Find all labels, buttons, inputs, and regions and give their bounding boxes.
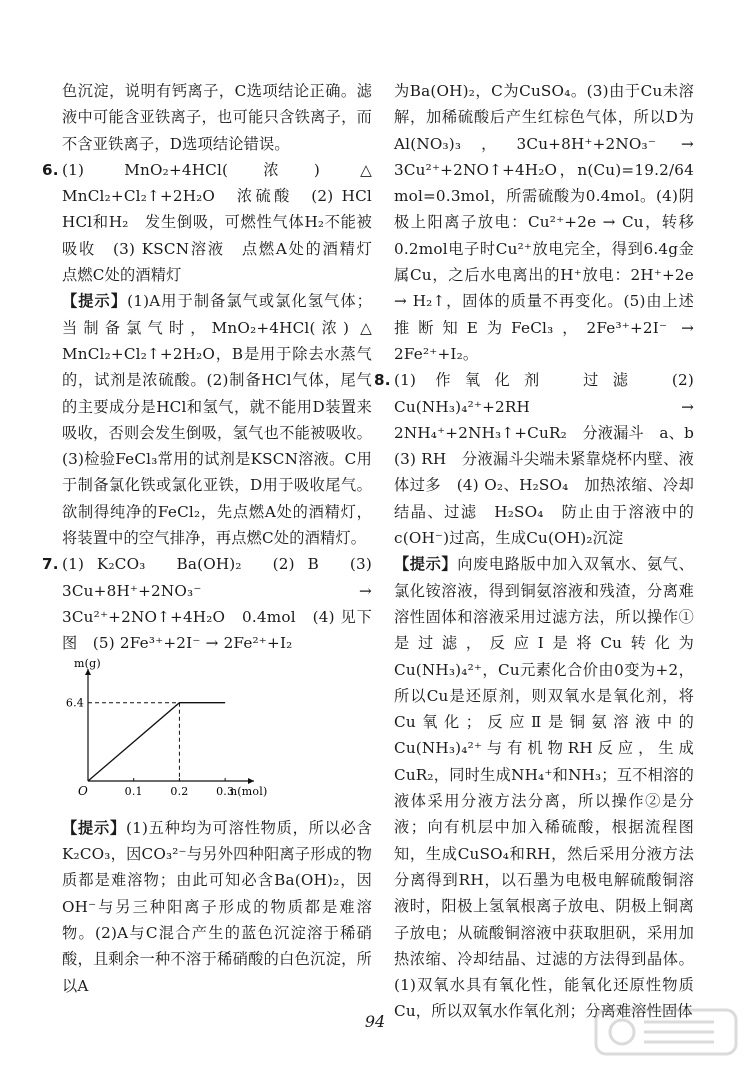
mass-vs-moles-chart (62, 656, 268, 803)
x-axis-label: n(mol) (230, 784, 268, 798)
x-tick-label: 0.2 (170, 784, 189, 798)
continuation-paragraph: 色沉淀，说明有钙离子，C选项结论正确。滤液中可能含亚铁离子，也可能只含铁离子，而不含亚铁离子，D选项结论错误。 (62, 82, 372, 153)
hint-label: 【提示】 (62, 292, 128, 311)
y-tick-label: 6.4 (65, 696, 84, 710)
chart-labels (66, 657, 268, 798)
answer-8 (374, 367, 710, 1024)
hint-text: (1)五种均为可溶性物质，所以必含K₂CO₃，因CO₃²⁻与另外四种阳离子形成的物质都是难溶物；由此可知必含Ba(OH)₂，因OH⁻与另三种阳离子形成的物质都是难溶物。(2)A与C混合产生的蓝色沉淀溶于稀硝酸，且剩余一种不溶于稀硝酸的白色沉淀，所以A (62, 818, 372, 995)
page-number: 94 (364, 1012, 386, 1031)
hint-text: (1)A用于制备氯气或氯化氢气体；当制备氯气时，MnO₂+4HCl(浓) △ MnCl₂+Cl₂↑+2H₂O，B是用于除去水蒸气的，试剂是浓硫酸。(2)制备HCl气体，尾气的主要成分是HCl和氢气，就不能用D装置来吸收，否则会发生倒吸，氢气也不能被吸收。(3)检验FeCl₃常用的试剂是KSCN溶液。C用于制备氯化铁或氯化亚铁，D用于吸收尾气。欲制得纯净的FeCl₂，先点燃A处的酒精灯，将装置中的空气排净，再点燃C处的酒精灯。 (62, 292, 372, 548)
chart-axes (85, 669, 254, 784)
x-tick-label: 0.1 (124, 784, 143, 798)
answer-text: (1) K₂CO₃ Ba(OH)₂ (2) B (3) 3Cu+8H⁺+2NO₃⁻ → 3Cu²⁺+2NO↑+4H₂O 0.4mol (4) 见下图 (5) 2Fe³⁺+2I⁻ → 2Fe²⁺+I₂ (62, 555, 372, 653)
y-axis-label: m(g) (74, 656, 101, 670)
watermark-logo (592, 1004, 742, 1060)
continuation-paragraph: 为Ba(OH)₂，C为CuSO₄。(3)由于Cu未溶解，加稀硫酸后产生红棕色气体，所以D为Al(NO₃)₃，3Cu+8H⁺+2NO₃⁻ → 3Cu²⁺+2NO↑+4H₂O，n(Cu)=19.2/64 mol=0.3mol，所需硫酸为0.4mol。(4)阴极上阳离子放电：Cu²⁺+2e → Cu，转移0.2mol电子时Cu²⁺放电完全，得到6.4g金属Cu，之后水电离出的H⁺放电：2H⁺+2e → H₂↑，固体的质量不再变化。(5)由上述推断知E为FeCl₃，2Fe³⁺+2I⁻ → 2Fe²⁺+I₂。 (394, 82, 694, 363)
hint-label: 【提示】 (62, 818, 126, 837)
question-number: 6. (42, 160, 59, 179)
series-line (88, 702, 225, 780)
answer-text: (1) MnO₂+4HCl(浓) △ MnCl₂+Cl₂↑+2H₂O 浓硫酸 (2) HCl HCl和H₂ 发生倒吸，可燃性气体H₂不能被吸收 (3) KSCN溶液 点燃A处的酒精灯 点燃C处的酒精灯 (62, 160, 388, 285)
hint-label: 【提示】 (394, 555, 458, 574)
answer-text: (1) 作氧化剂 过滤 (2) Cu(NH₃)₄²⁺+2RH → 2NH₄⁺+2NH₃↑+CuR₂ 分液漏斗 a、b (3) RH 分液漏斗尖端未紧靠烧杯内壁、液体过多 (4) O₂、H₂SO₄ 加热浓缩、冷却结晶、过滤 H₂SO₄ 防止由于溶液中的c(OH⁻)过高，生成Cu(OH)₂沉淀 (394, 371, 710, 548)
hint-paragraph (62, 288, 372, 551)
origin-label: O (78, 783, 89, 798)
x-tick-label: 0.3 (216, 784, 235, 798)
right-column (374, 78, 710, 1025)
answer-6 (42, 157, 388, 551)
answer-7 (42, 551, 372, 999)
hint-paragraph (62, 815, 372, 999)
left-column (42, 78, 388, 999)
question-number: 8. (374, 371, 391, 390)
hint-paragraph (394, 551, 694, 1024)
x-axis-arrow (248, 778, 254, 784)
chart-series (88, 702, 225, 780)
question-number: 7. (42, 555, 59, 574)
hint-text: 向废电路版中加入双氧水、氨气、氯化铵溶液，得到铜氨溶液和残渣，分离难溶性固体和溶液采用过滤方法，所以操作①是过滤，反应Ⅰ是将Cu转化为Cu(NH₃)₄²⁺，Cu元素化合价由0变为+2，所以Cu是还原剂，则双氧水是氧化剂，将Cu氧化；反应Ⅱ是铜氨溶液中的Cu(NH₃)₄²⁺与有机物RH反应，生成CuR₂，同时生成NH₄⁺和NH₃；互不相溶的液体采用分液方法分离，所以操作②是分液；向有机层中加入稀硫酸，根据流程图知，生成CuSO₄和RH，然后采用分液方法分离得到RH，以石墨为电极电解硫酸铜溶液时，阳极上氢氧根离子放电、阴极上铜离子放电；从硫酸铜溶液中获取胆矾，采用加热浓缩、冷却结晶、过滤的方法得到晶体。(1)双氧水具有氧化性，能氧化还原性物质Cu，所以双氧水作氧化剂；分离难溶性固体 (394, 555, 694, 1021)
